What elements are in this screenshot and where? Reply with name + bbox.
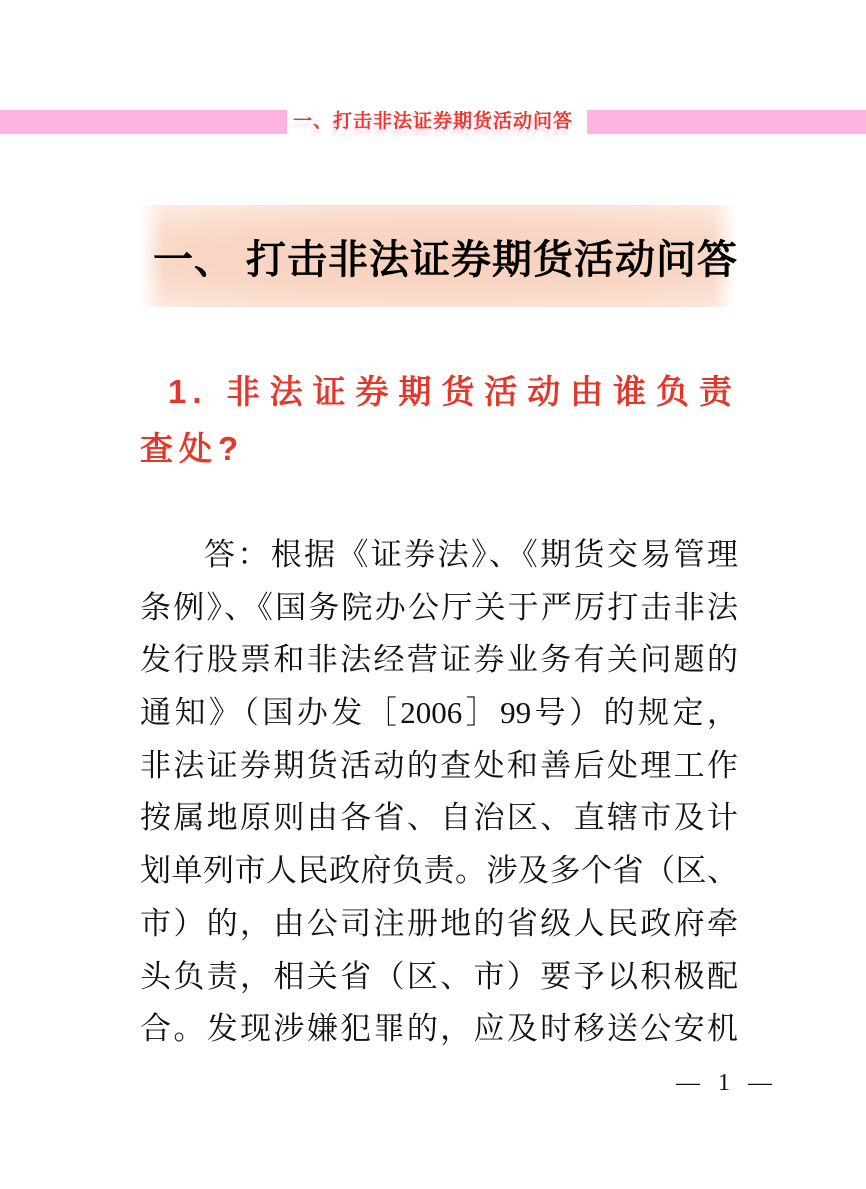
question-heading xyxy=(140,363,738,477)
chapter-title-band xyxy=(140,205,736,307)
page-number: — 1 — xyxy=(676,1070,778,1096)
answer-line: 合。发现涉嫌犯罪的，应及时移送公安机 xyxy=(140,1011,738,1047)
answer-line: 条例》、《国务院办公厅关于严厉打击非法 xyxy=(140,589,738,625)
running-header xyxy=(0,109,866,135)
answer-line: 市）的，由公司注册地的省级人民政府牵 xyxy=(140,905,738,941)
running-header-title: 一、打击非法证券期货活动问答 xyxy=(292,111,573,132)
answer-line: 答：根据《证券法》、《期货交易管理 xyxy=(204,537,738,572)
answer-line: 发行股票和非法经营证券业务有关问题的 xyxy=(140,642,738,678)
question-heading-line1: 1. 非法证券期货活动由谁负责 xyxy=(168,373,738,410)
answer-line: 按属地原则由各省、自治区、直辖市及计 xyxy=(140,800,738,836)
answer-line: 非法证券期货活动的查处和善后处理工作 xyxy=(140,747,738,783)
answer-line: 通知》（国办发［2006］99号）的规定， xyxy=(140,695,738,731)
chapter-title: 一、 打击非法证券期货活动问答 xyxy=(153,236,738,282)
answer-line: 头负责，相关省（区、市）要予以积极配 xyxy=(140,958,738,994)
question-heading-line2: 查处? xyxy=(140,430,245,467)
answer-line: 划单列市人民政府负责。涉及多个省（区、 xyxy=(140,853,738,889)
answer-paragraph xyxy=(140,529,738,1056)
